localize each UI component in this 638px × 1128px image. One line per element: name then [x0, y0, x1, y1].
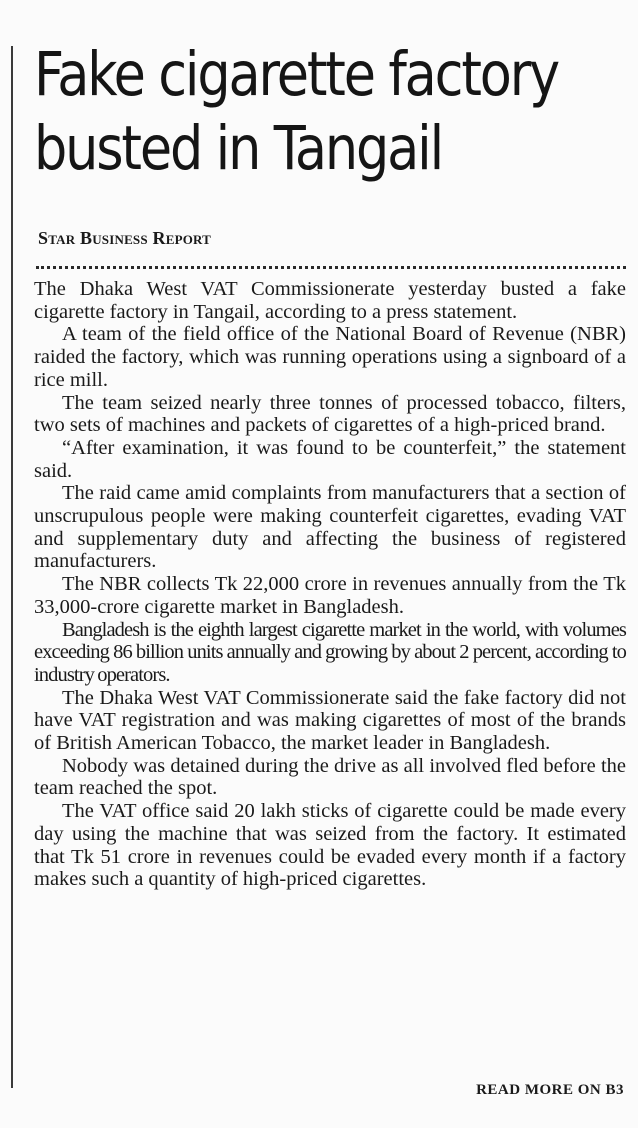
headline-line-2: busted in Tangail — [34, 113, 443, 184]
paragraph-4: “After examination, it was found to be counterfeit,” the statement said. — [34, 436, 626, 482]
headline — [34, 38, 559, 186]
paragraph-1: The Dhaka West VAT Commissionerate yesterday busted a fake cigarette factory in Tangail, according to a press statement. — [34, 278, 626, 323]
paragraph-5: The raid came amid complaints from manufacturers that a section of unscrupulous people were making counterfeit cigarettes, evading VAT and supplementary duty and affecting the business of registered manufacturers. — [34, 482, 626, 573]
column-rule — [11, 46, 13, 1088]
read-more-link[interactable]: READ MORE ON B3 — [476, 1082, 624, 1098]
byline: Star Business Report — [38, 228, 212, 248]
paragraph-7: Bangladesh is the eighth largest cigarette market in the world, with volumes exceeding 86 billion units annually and growing by about 2 percent, according to industry operators. — [34, 618, 626, 686]
article-body — [34, 278, 626, 891]
paragraph-10: The VAT office said 20 lakh sticks of cigarette could be made every day using the machine that was seized from the factory. It estimated that Tk 51 crore in revenues could be evaded every month if a factory makes such a quantity of high-priced cigarettes. — [34, 800, 626, 891]
dotted-divider — [36, 266, 626, 269]
paragraph-8: The Dhaka West VAT Commissionerate said the fake factory did not have VAT registration and was making cigarettes of most of the brands of British American Tobacco, the market leader in Bangladesh. — [34, 686, 626, 755]
paragraph-3: The team seized nearly three tonnes of processed tobacco, filters, two sets of machines and packets of cigarettes of a high-priced brand. — [34, 391, 626, 437]
paragraph-9: Nobody was detained during the drive as all involved fled before the team reached the spot. — [34, 754, 626, 800]
paragraph-2: A team of the field office of the National Board of Revenue (NBR) raided the factory, which was running operations using a signboard of a rice mill. — [34, 323, 626, 391]
paragraph-6: The NBR collects Tk 22,000 crore in revenues annually from the Tk 33,000-crore cigarette market in Bangladesh. — [34, 573, 626, 618]
headline-line-1: Fake cigarette factory — [34, 39, 559, 110]
